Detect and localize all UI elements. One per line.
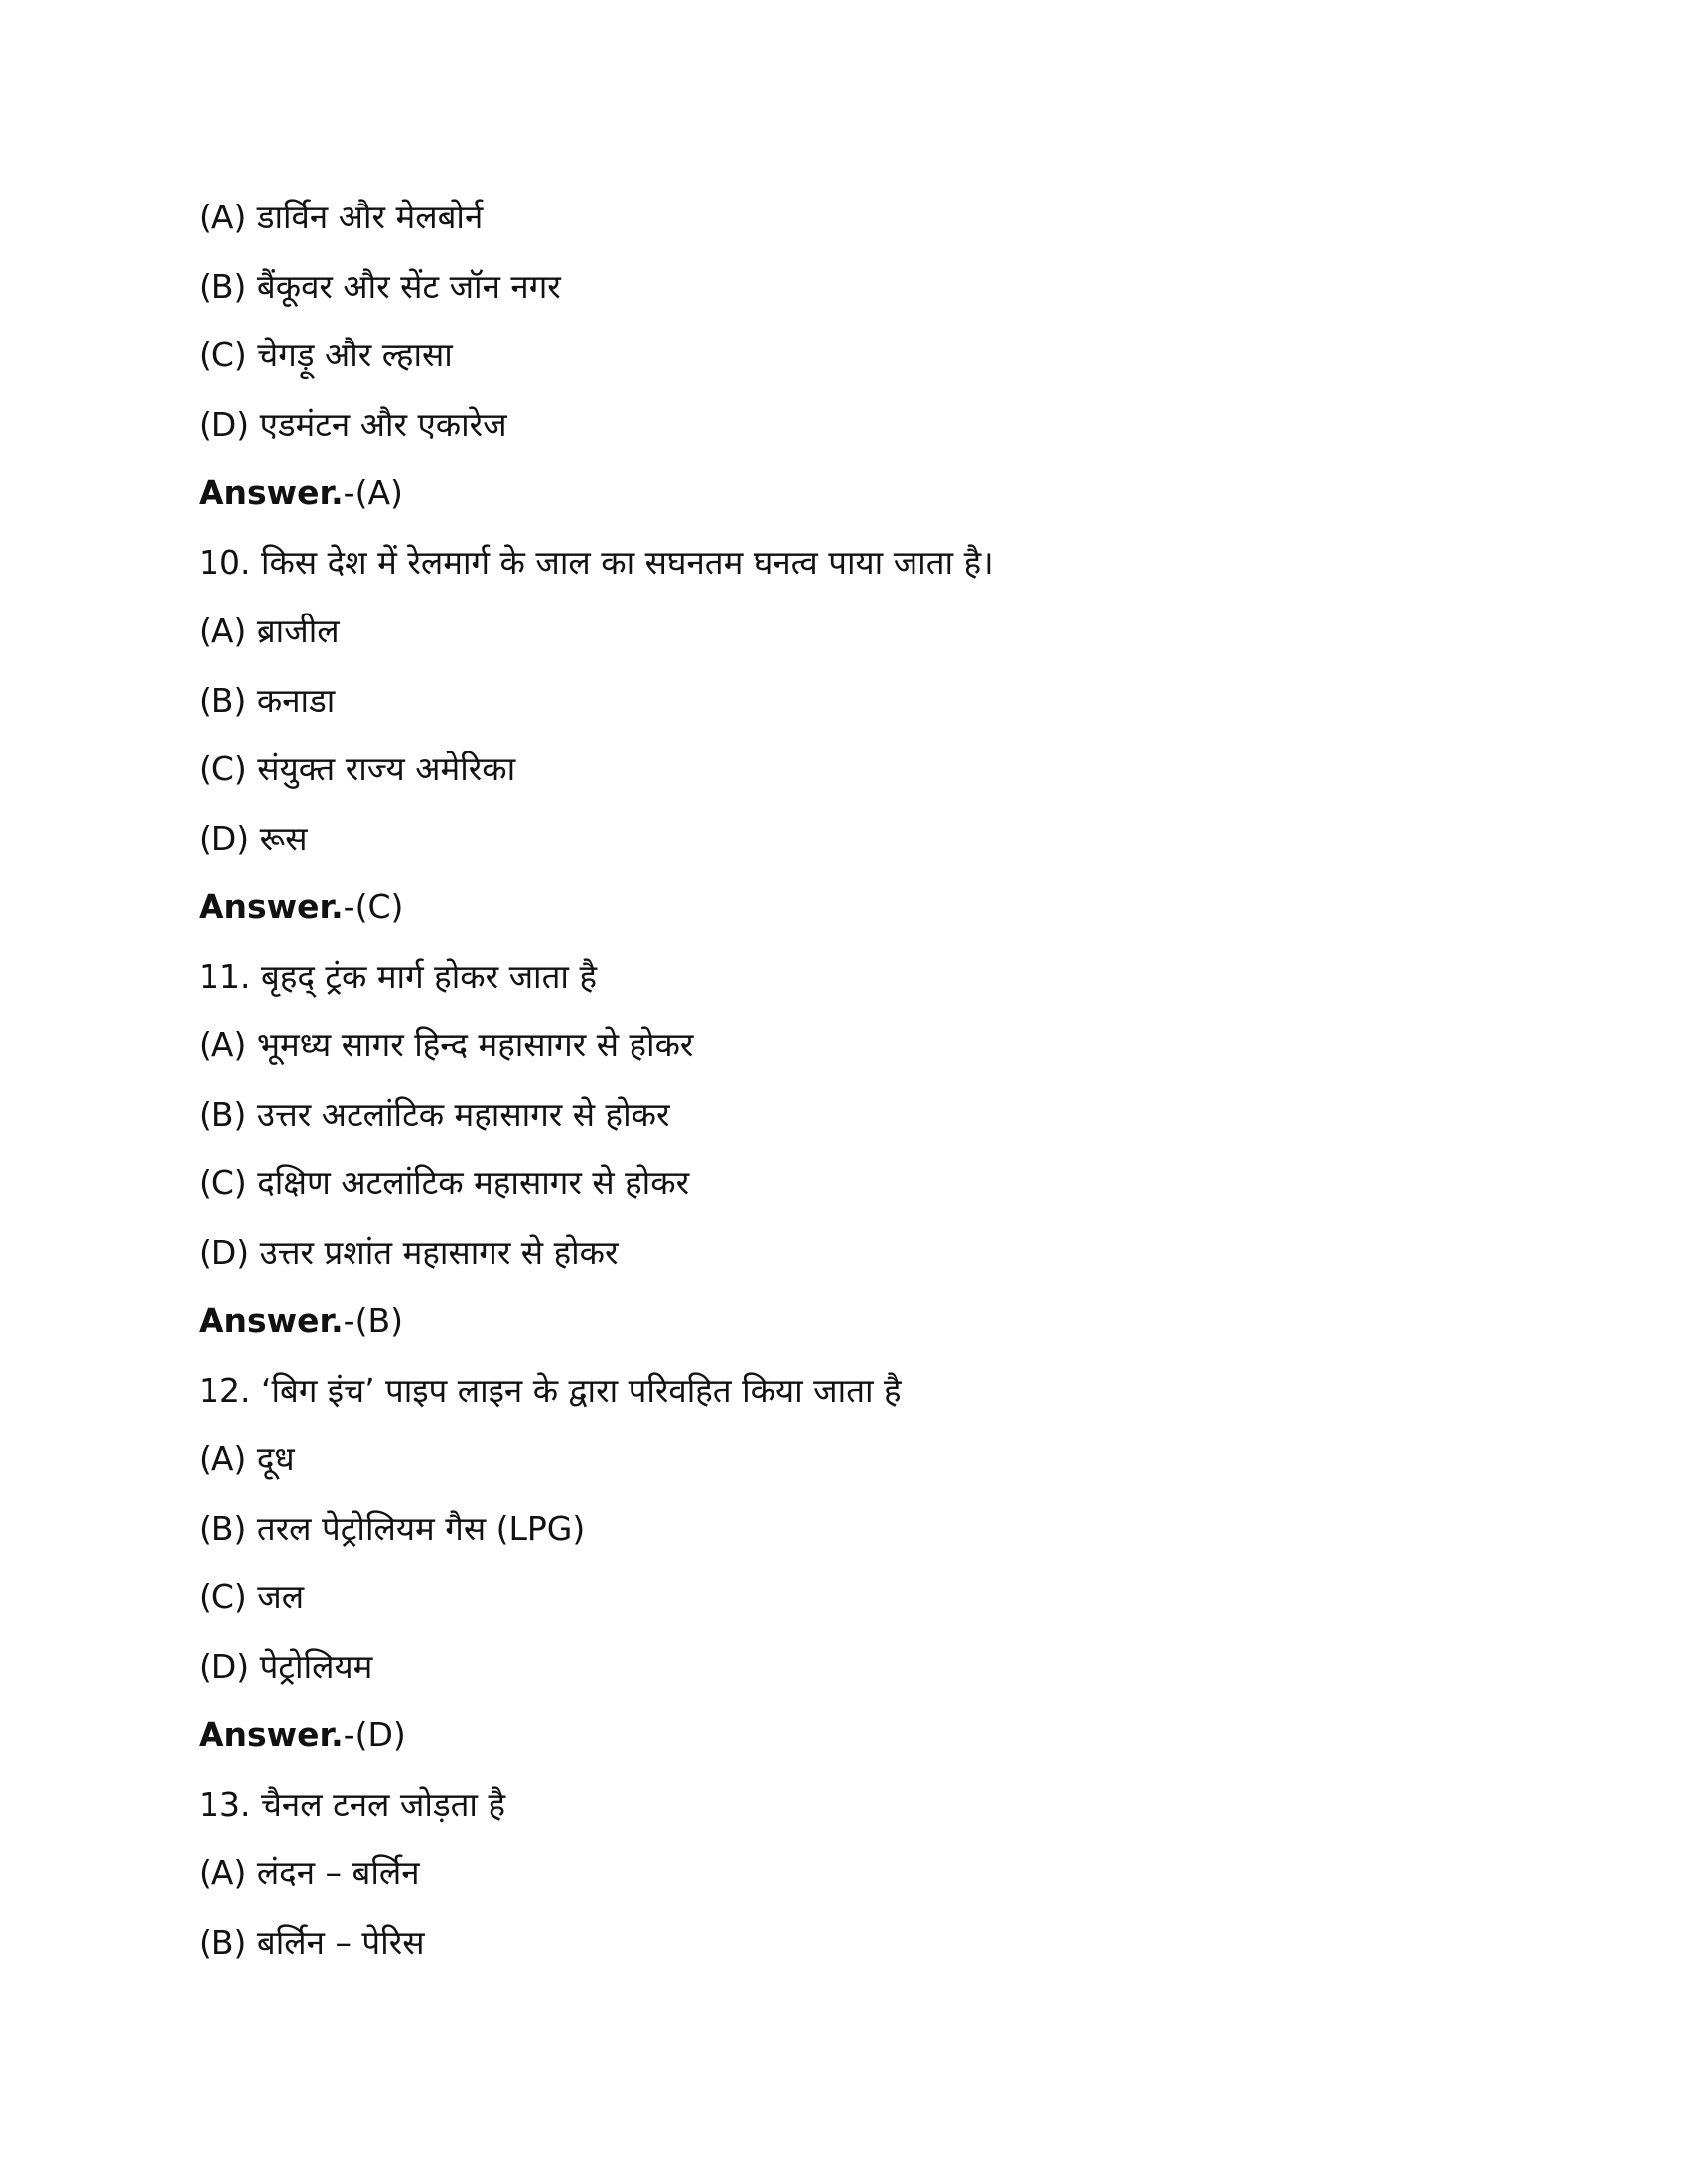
option-text: (B) कनाडा xyxy=(199,680,336,720)
option-text: (C) दक्षिण अटलांटिक महासागर से होकर xyxy=(199,1163,690,1202)
option-text: (A) भूमध्य सागर हिन्द महासागर से होकर xyxy=(199,1025,694,1064)
question-text: 11. बृहद् ट्रंक मार्ग होकर जाता है xyxy=(199,956,597,996)
question-text: 13. चैनल टनल जोड़ता है xyxy=(199,1784,505,1824)
option-text: (B) तरल पेट्रोलियम गैस (LPG) xyxy=(199,1508,586,1548)
answer-value: -(D) xyxy=(343,1715,406,1754)
answer-label: Answer. xyxy=(199,1301,344,1340)
question-list xyxy=(199,195,1489,1988)
option-text: (D) उत्तर प्रशांत महासागर से होकर xyxy=(199,1232,619,1272)
answer-label: Answer. xyxy=(199,1715,344,1754)
option-text: (A) लंदन – बर्लिन xyxy=(199,1853,420,1892)
option-text: (D) पेट्रोलियम xyxy=(199,1646,373,1686)
option-text: (A) डार्विन और मेलबोर्न xyxy=(199,198,484,236)
answer-value: -(C) xyxy=(343,887,404,926)
option-text: (D) रूस xyxy=(199,818,308,858)
option-text: (B) उत्तर अटलांटिक महासागर से होकर xyxy=(199,1094,670,1134)
option-text: (B) बर्लिन – पेरिस xyxy=(199,1922,425,1962)
option-text: (C) जल xyxy=(199,1577,305,1616)
option-text: (C) संयुक्त राज्य अमेरिका xyxy=(199,750,516,788)
answer-line xyxy=(199,471,1489,540)
option-text: (A) ब्राजील xyxy=(199,612,340,650)
answer-value: -(A) xyxy=(343,474,403,512)
answer-line xyxy=(199,1712,1489,1782)
answer-label: Answer. xyxy=(199,887,344,926)
option-text: (A) दूध xyxy=(199,1439,295,1478)
option-text: (D) एडमंटन और एकारेज xyxy=(199,404,507,444)
answer-label: Answer. xyxy=(199,474,344,512)
option-text: (C) चेगड़ू और ल्हासा xyxy=(199,336,453,374)
answer-value: -(B) xyxy=(343,1301,403,1340)
answer-line xyxy=(199,885,1489,954)
question-text: 12. ‘बिग इंच’ पाइप लाइन के द्वारा परिवहित किया जाता है xyxy=(199,1370,902,1410)
question-text: 10. किस देश में रेलमार्ग के जाल का सघनतम घनत्व पाया जाता है। xyxy=(199,542,994,582)
answer-line xyxy=(199,1298,1489,1368)
option-text: (B) बैंकूवर और सेंट जॉन नगर xyxy=(199,266,561,306)
